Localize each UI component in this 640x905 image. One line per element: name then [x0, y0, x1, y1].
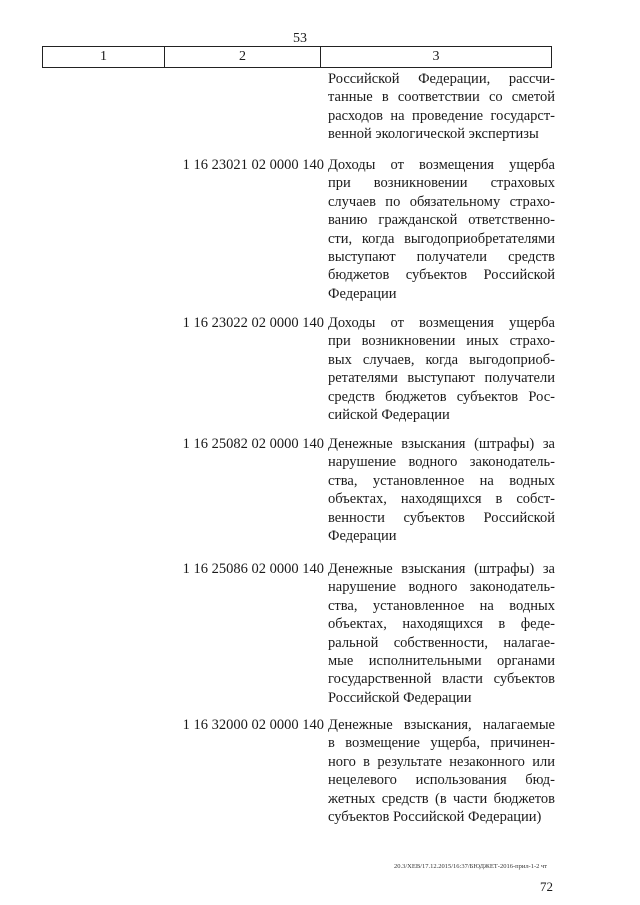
- description-line: ванию гражданской ответственно-: [328, 212, 555, 229]
- column-header-3: 3: [321, 47, 552, 68]
- description-line: ретателями выступают получатели: [328, 370, 555, 387]
- description-line: случаев по обязательному страхо-: [328, 193, 555, 210]
- description-line: сти, когда выгодоприобретателями: [328, 230, 555, 247]
- description-line: ства, установленное на водных: [328, 597, 555, 614]
- description-line: нарушение водного законодатель-: [328, 454, 555, 471]
- description-line: мые исполнительными органами: [328, 653, 555, 670]
- description-line: средств бюджетов субъектов Рос-: [328, 388, 555, 405]
- income-code: 1 16 25086 02 0000 140: [182, 561, 324, 577]
- description-line: нарушение водного законодатель-: [328, 579, 555, 596]
- income-description: [328, 716, 555, 826]
- description-line: Российской Федерации: [328, 689, 472, 706]
- income-description: [328, 560, 555, 707]
- description-line: венности субъектов Российской: [328, 509, 555, 526]
- footer-document-code: 20.3/ХЕВ/17.12.2015/16:37/БЮДЖЕТ-2016-прил-1-2 чт: [394, 863, 548, 870]
- description-line: Доходы от возмещения ущерба: [328, 157, 555, 173]
- description-line: объектах, находящихся в феде-: [328, 616, 555, 633]
- description-line: расходов на проведение государст-: [328, 107, 555, 124]
- income-description: [328, 314, 555, 424]
- description-line: субъектов Российской Федерации): [328, 809, 542, 826]
- income-code: 1 16 32000 02 0000 140: [182, 717, 324, 733]
- description-line: Денежные взыскания (штрафы) за: [328, 436, 555, 452]
- income-code: 1 16 23022 02 0000 140: [182, 315, 324, 331]
- description-line: танные в соответствии со сметой: [328, 89, 555, 106]
- description-line: Денежные взыскания (штрафы) за: [328, 561, 555, 577]
- column-header-2: 2: [165, 47, 321, 68]
- income-description: [328, 435, 555, 545]
- description-line: венной экологической экспертизы: [328, 126, 539, 143]
- footer-page-number: 72: [540, 879, 553, 894]
- description-line: нецелевого использования бюд-: [328, 772, 555, 789]
- income-code: 1 16 25082 02 0000 140: [182, 436, 324, 452]
- description-line: государственной власти субъектов: [328, 671, 555, 688]
- income-description: [328, 156, 555, 303]
- description-line: Доходы от возмещения ущерба: [328, 315, 555, 331]
- description-line: жетных средств (в части бюджетов: [328, 790, 555, 807]
- description-line: Федерации: [328, 285, 397, 302]
- description-line: вых случаев, когда выгодоприоб-: [328, 351, 555, 368]
- description-line: Денежные взыскания, налагаемые: [328, 717, 555, 733]
- description-line: в возмещение ущерба, причинен-: [328, 735, 555, 752]
- description-line: сийской Федерации: [328, 407, 450, 424]
- description-line: Федерации: [328, 528, 397, 545]
- income-code: 1 16 23021 02 0000 140: [182, 157, 324, 173]
- description-line: выступают получатели средств: [328, 249, 555, 266]
- continuation-description: [328, 70, 555, 144]
- description-line: при возникновении страховых: [328, 175, 555, 192]
- page-number: 53: [293, 31, 307, 46]
- description-line: объектах, находящихся в собст-: [328, 491, 555, 508]
- column-header-table: [42, 46, 552, 68]
- column-header-1: 1: [43, 47, 165, 68]
- description-line: ства, установленное на водных: [328, 472, 555, 489]
- description-line: ральной собственности, налагае-: [328, 634, 555, 651]
- description-line: при возникновении иных страхо-: [328, 333, 555, 350]
- description-line: бюджетов субъектов Российской: [328, 267, 555, 284]
- description-line: Российской Федерации, рассчи-: [328, 71, 555, 87]
- description-line: ного в результате незаконного или: [328, 753, 555, 770]
